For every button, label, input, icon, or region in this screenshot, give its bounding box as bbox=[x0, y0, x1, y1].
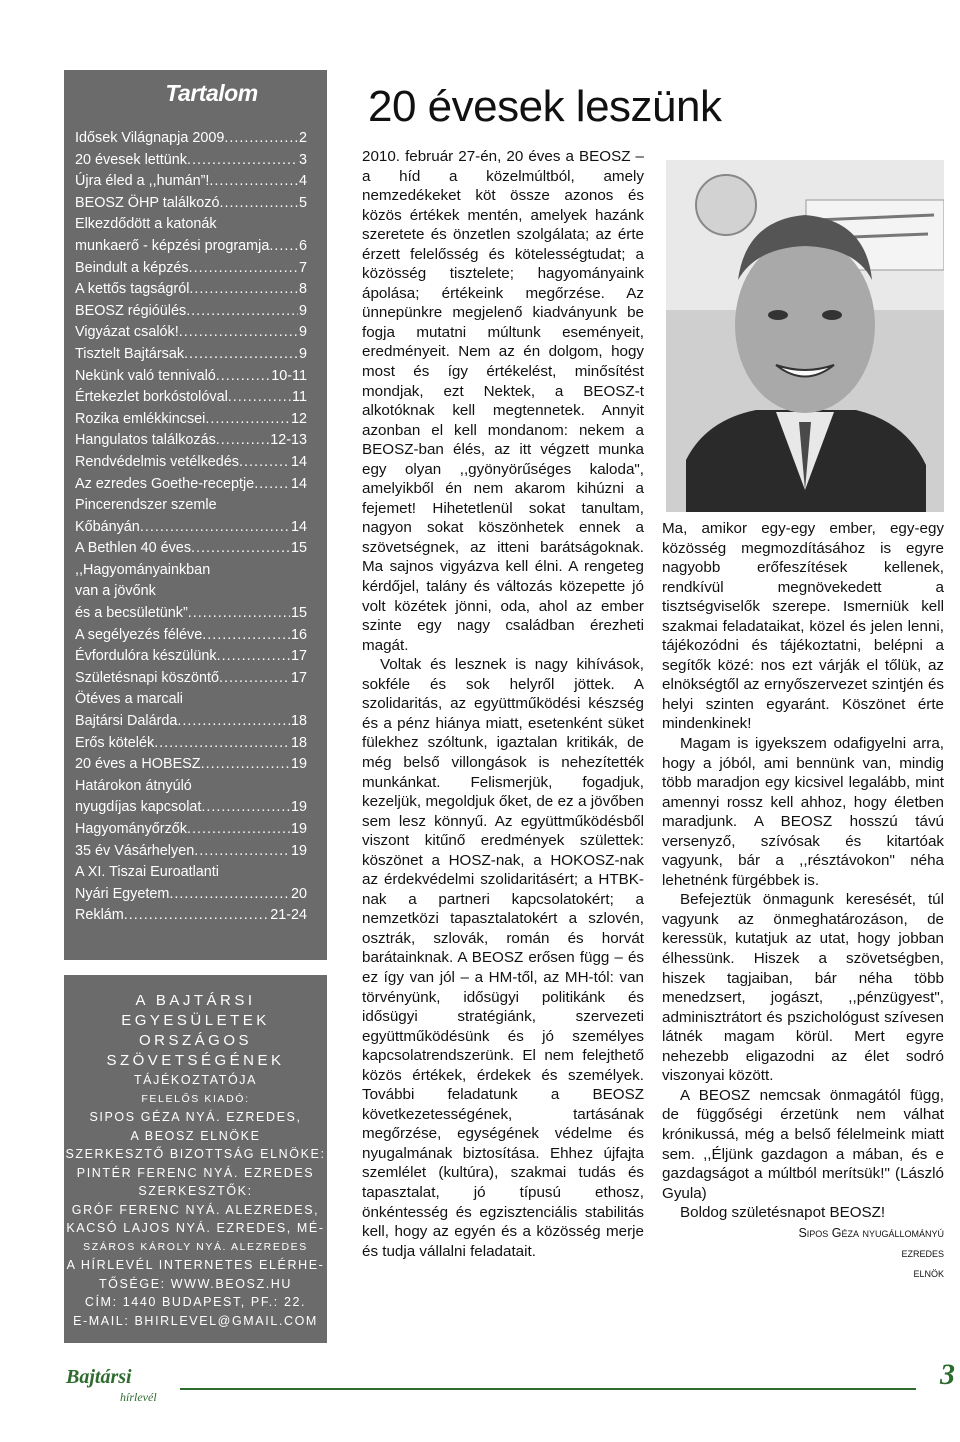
toc-entry-title: Újra éled a ,,humán”! bbox=[75, 173, 210, 190]
toc-entry-page: 19 bbox=[290, 821, 307, 837]
impressum-line: A BEOSZ ELNÖKE bbox=[130, 1128, 261, 1143]
toc-entry-title: Értekezlet borkóstolóval bbox=[75, 389, 228, 406]
toc-entry-title: Rozika emlékkincsei bbox=[75, 410, 206, 427]
footer-rule bbox=[180, 1388, 916, 1390]
toc-leader-dots bbox=[216, 430, 269, 452]
impressum-line: GRÓF FERENC NYÁ. ALEZREDES, bbox=[71, 1202, 320, 1217]
article-paragraph: Befejeztük önmagunk keresését, túl vagyunk az önmeghatározáson, de keressük, kutatjuk az utat, hogy jobban élhessünk. Hiszek a szövetségben, hiszek tagjaiban, bár néha több menedzsert, jogászt, ,,pénzügyest", adminisztrátort és pszichológust szívesen látnék magam körül. Mert egyre nehezebb eligazodni az élet sodró viszonyai között. bbox=[662, 891, 944, 1085]
impressum-line: A HÍRLEVÉL INTERNETES ELÉRHE- bbox=[66, 1258, 325, 1272]
toc-entry bbox=[75, 884, 307, 906]
impressum-line: SZERKESZTŐK: bbox=[138, 1184, 253, 1198]
toc-entry-title: Ötéves a marcali bbox=[75, 691, 183, 708]
toc-entry-page: 12-13 bbox=[270, 432, 307, 449]
impressum-line: E-MAIL: BHIRLEVEL@GMAIL.COM bbox=[73, 1313, 318, 1328]
toc-entry-title: és a becsületünk” bbox=[75, 605, 188, 622]
portrait-illustration bbox=[666, 160, 944, 512]
toc-entry bbox=[75, 517, 307, 539]
portrait-photo bbox=[666, 160, 944, 512]
article-column-middle bbox=[362, 147, 644, 1261]
toc-entry-title: BEOSZ ÖHP találkozó bbox=[75, 194, 220, 211]
toc-entry-title: Születésnapi köszöntő bbox=[75, 669, 219, 686]
toc-entry-title: munkaerő - képzési programja bbox=[75, 237, 270, 254]
toc-entry-title: Rendvédelmis vetélkedés bbox=[75, 453, 239, 470]
toc-leader-dots bbox=[219, 668, 290, 690]
article-paragraph: Ma, amikor egy-egy ember, egy-egy közösség megmozdításához is egyre nagyobb erőfeszítések kellenek, rendkívül megnövekedett a tisztségviselők szerepe. Ismerniük kell szakmai feladataikat, közel és jelen lenni, tájékozódni és tájékoztatni, belépni a segítők közé: nos ezt várják el tőlük, az elnökségtől az ernyőszervezet szintjén és helyi szinten egyaránt. Köszönet érte mindenkinek! bbox=[662, 520, 944, 733]
toc-entry-page: 17 bbox=[290, 648, 307, 665]
signature-title: elnök bbox=[913, 1265, 944, 1280]
toc-entry-page: 6 bbox=[298, 237, 307, 254]
toc-leader-dots bbox=[254, 474, 290, 496]
toc-entry bbox=[75, 603, 307, 625]
toc-entry bbox=[75, 581, 307, 603]
toc-title: Tartalom bbox=[165, 80, 258, 106]
toc-leader-dots bbox=[209, 171, 298, 193]
toc-entry-page: 19 bbox=[290, 799, 307, 816]
toc-entry-page: 7 bbox=[298, 259, 307, 276]
toc-leader-dots bbox=[177, 711, 290, 733]
toc-entry-page: 15 bbox=[290, 605, 307, 622]
toc-entry-title: BEOSZ régióülés bbox=[75, 302, 187, 319]
toc-entry-title: Elkezdődött a katonák bbox=[75, 216, 217, 233]
toc-leader-dots bbox=[188, 603, 290, 625]
toc-entry-page: 2 bbox=[298, 130, 307, 146]
table-of-contents bbox=[64, 70, 327, 960]
impressum-line: SZÖVETSÉGÉNEK bbox=[106, 1052, 285, 1069]
toc-entry bbox=[75, 171, 307, 193]
toc-entry bbox=[75, 322, 307, 344]
toc-entry-title: A kettős tagságról bbox=[75, 281, 190, 298]
signature-rank: ezredes bbox=[901, 1245, 944, 1260]
toc-leader-dots bbox=[194, 841, 290, 863]
toc-entry bbox=[75, 214, 307, 236]
impressum-line: SIPOS GÉZA NYÁ. EZREDES, bbox=[89, 1110, 302, 1124]
toc-entry-page: 15 bbox=[290, 540, 307, 557]
toc-leader-dots bbox=[187, 150, 298, 172]
impressum-line: ORSZÁGOS bbox=[138, 1032, 252, 1049]
toc-entry bbox=[75, 668, 307, 690]
toc-list bbox=[75, 128, 307, 927]
toc-entry-title: Erős kötelék bbox=[75, 734, 155, 751]
toc-entry bbox=[75, 560, 307, 582]
toc-entry bbox=[75, 819, 307, 841]
toc-leader-dots bbox=[216, 366, 270, 388]
toc-entry-page: 20 bbox=[290, 885, 307, 902]
toc-entry-title: Pincerendszer szemle bbox=[75, 497, 217, 514]
toc-entry-title: Vigyázat csalók! bbox=[75, 324, 179, 341]
toc-entry bbox=[75, 905, 307, 927]
toc-entry-page: 18 bbox=[290, 734, 307, 751]
toc-leader-dots bbox=[186, 301, 298, 323]
toc-leader-dots bbox=[154, 733, 290, 755]
toc-entry-title: 35 év Vásárhelyen bbox=[75, 842, 195, 859]
impressum-line: TÁJÉKOZTATÓJA bbox=[133, 1073, 258, 1087]
toc-entry bbox=[75, 733, 307, 755]
toc-leader-dots bbox=[217, 646, 290, 668]
toc-entry bbox=[75, 150, 307, 172]
toc-entry-title: ,,Hagyományainkban bbox=[75, 561, 211, 578]
article-headline: 20 évesek leszünk bbox=[368, 82, 722, 131]
article-paragraph: A BEOSZ nemcsak önmagától függ, de függőségi érzetünk nem válhat krónikussá, még a belső félelmeink miatt sem. ,,Éljünk gazdagon a mában, és e gazdagságot a múltból merítsük!" (László Gyula) bbox=[662, 1086, 944, 1202]
toc-entry bbox=[75, 258, 307, 280]
toc-leader-dots bbox=[187, 819, 290, 841]
toc-entry-page: 19 bbox=[290, 756, 307, 773]
toc-leader-dots bbox=[228, 387, 291, 409]
toc-entry bbox=[75, 841, 307, 863]
impressum-line: TŐSÉGE: WWW.BEOSZ.HU bbox=[98, 1276, 293, 1291]
impressum-line: A BAJTÁRSI bbox=[135, 992, 256, 1009]
toc-entry-title: A XI. Tiszai Euroatlanti bbox=[75, 864, 219, 881]
impressum-line: CÍM: 1440 BUDAPEST, PF.: 22. bbox=[84, 1295, 307, 1309]
toc-entry-title: nyugdíjas kapcsolat bbox=[75, 799, 202, 816]
article-paragraph: Voltak és lesznek is nagy kihívások, sokféle és sok helyről jöttek. A szolidaritás, az együttműködési készség és a pénz hiánya miatt, esetenként süket fülekhez szóltunk, igaztalan kritikák, de még belső villongások is nehezítették munkánkat. Felismerjük, fogadjuk, kezeljük, megoldjuk őket, de ez a jövőben sem lesz könnyű. Az együttműködésből viszont kitűnő eredmények születtek: köszönet a HOSZ-nak, a HOKOSZ-nak az érdekvédelmi szolidaritásért; a HTBK-nak a partneri kapcsolatokért; a nemzetközi tapasztalatokért a szlovén, osztrák, szlovák, román és horvát barátainknak. A BEOSZ erősen függ – és ez így van jól – a HM-től, az MH-tól: van törvényünk, idősügyi politikánk és idősügyi stratégiánk, szervezeti együttműködésünk és jó személyes kapcsolatrendszerünk. El nem felejthető közös értékek, érdekek és személyek. További feladatunk a BEOSZ következetességének, tartásának megőrzése, egységének védelme és nyugalmának biztosítása. Ehhez újfajta szemlélet (kultúra), szakmai tudás és tapasztalat, jó típusú ethosz, önkéntesség és egzisztenciális stabilitás kell, hogy az egyén és a közösség merje és tudja vállalni feladatait. bbox=[362, 656, 644, 1260]
toc-leader-dots bbox=[205, 409, 290, 431]
impressum-lines bbox=[64, 991, 327, 1330]
toc-entry-page: 5 bbox=[298, 194, 307, 211]
toc-entry-page: 19 bbox=[290, 842, 307, 859]
impressum-box bbox=[64, 975, 327, 1343]
toc-leader-dots bbox=[201, 797, 290, 819]
impressum-line: KACSÓ LAJOS NYÁ. EZREDES, MÉ- bbox=[66, 1221, 325, 1235]
toc-leader-dots bbox=[179, 322, 298, 344]
toc-entry bbox=[75, 474, 307, 496]
page-footer bbox=[0, 1352, 960, 1422]
toc-leader-dots bbox=[189, 258, 298, 280]
impressum-line: PINTÉR FERENC NYÁ. EZREDES bbox=[76, 1165, 315, 1180]
toc-leader-dots bbox=[202, 625, 290, 647]
toc-leader-dots bbox=[184, 344, 298, 366]
toc-entry bbox=[75, 776, 307, 798]
toc-entry-page: 10-11 bbox=[271, 367, 307, 384]
toc-entry bbox=[75, 862, 307, 884]
toc-entry bbox=[75, 495, 307, 517]
toc-entry-page: 12 bbox=[290, 410, 307, 427]
toc-entry-title: Idősek Világnapja 2009 bbox=[75, 130, 225, 146]
article-paragraph: Boldog születésnapot BEOSZ! bbox=[680, 1204, 886, 1222]
toc-entry-title: Hangulatos találkozás bbox=[75, 432, 216, 449]
toc-leader-dots bbox=[239, 452, 290, 474]
toc-entry-title: A Bethlen 40 éves bbox=[75, 540, 192, 557]
toc-entry bbox=[75, 711, 307, 733]
toc-entry-title: A segélyezés féléve bbox=[75, 626, 203, 643]
toc-entry-page: 16 bbox=[290, 626, 307, 643]
toc-leader-dots bbox=[191, 538, 290, 560]
toc-leader-dots bbox=[201, 754, 290, 776]
toc-entry-title: Határokon átnyúló bbox=[75, 777, 192, 794]
toc-leader-dots bbox=[189, 279, 298, 301]
toc-entry bbox=[75, 754, 307, 776]
toc-entry-page: 11 bbox=[292, 389, 307, 406]
impressum-line: SZÁROS KÁROLY NYÁ. ALEZREDES bbox=[83, 1240, 308, 1253]
page-number: 3 bbox=[940, 1358, 955, 1391]
toc-entry-title: Évfordulóra készülünk bbox=[75, 648, 217, 665]
toc-entry-title: Reklám bbox=[75, 907, 124, 924]
toc-entry-page: 9 bbox=[298, 302, 307, 319]
article-column-right bbox=[662, 519, 944, 1283]
toc-entry-page: 9 bbox=[298, 345, 307, 362]
toc-entry-title: 20 éves a HOBESZ bbox=[75, 756, 201, 773]
toc-entry-title: Kőbányán bbox=[75, 518, 140, 535]
impressum-line: SZERKESZTŐ BIZOTTSÁG ELNÖKE: bbox=[65, 1147, 326, 1161]
signature-name: Sipos Géza nyugállományú bbox=[798, 1225, 944, 1240]
toc-leader-dots bbox=[140, 517, 290, 539]
toc-entry-page: 8 bbox=[298, 281, 307, 298]
impressum-line: FELELŐS KIADÓ: bbox=[141, 1092, 250, 1105]
toc-entry-page: 18 bbox=[290, 713, 307, 730]
toc-entry bbox=[75, 689, 307, 711]
toc-entry bbox=[75, 193, 307, 215]
toc-entry-page: 9 bbox=[298, 324, 307, 341]
toc-leader-dots bbox=[224, 128, 298, 150]
toc-entry bbox=[75, 452, 307, 474]
toc-leader-dots bbox=[169, 884, 290, 906]
toc-entry-title: Tisztelt Bajtársak bbox=[75, 345, 185, 362]
toc-entry-title: Nyári Egyetem bbox=[75, 885, 170, 902]
toc-entry bbox=[75, 344, 307, 366]
toc-entry bbox=[75, 301, 307, 323]
toc-entry bbox=[75, 128, 307, 150]
toc-leader-dots bbox=[220, 193, 298, 215]
toc-entry bbox=[75, 625, 307, 647]
toc-entry-title: Hagyományőrzők bbox=[75, 821, 187, 837]
toc-entry bbox=[75, 430, 307, 452]
toc-entry-title: Bajtársi Dalárda bbox=[75, 713, 178, 730]
toc-entry-page: 14 bbox=[290, 518, 307, 535]
toc-entry-title: van a jövőnk bbox=[75, 583, 156, 600]
toc-entry bbox=[75, 387, 307, 409]
toc-leader-dots bbox=[269, 236, 298, 258]
toc-entry-page: 4 bbox=[298, 173, 307, 190]
article-paragraph: Magam is igyekszem odafigyelni arra, hogy a jóból, ami bennünk van, mindig több maradjon egy kicsivel legalább, mint amennyi rossz kell ahhoz, hogy életben maradjunk. A BEOSZ hosszú távú versenyző, szívósak és kitartóak vagyunk, bár a ,,résztávokon" néha lehetnénk fürgébbek is. bbox=[662, 735, 944, 889]
toc-entry-title: Az ezredes Goethe-receptje bbox=[75, 475, 255, 492]
toc-entry bbox=[75, 797, 307, 819]
footer-brand: Bajtársi bbox=[66, 1366, 132, 1388]
toc-entry-page: 14 bbox=[290, 475, 307, 492]
toc-entry bbox=[75, 279, 307, 301]
footer-brand-subtitle: hírlevél bbox=[120, 1390, 157, 1404]
toc-entry bbox=[75, 236, 307, 258]
toc-entry bbox=[75, 409, 307, 431]
toc-entry-page: 21-24 bbox=[270, 907, 307, 924]
toc-entry-title: Nekünk való tennivaló bbox=[75, 367, 216, 384]
article-paragraph: 2010. február 27-én, 20 éves a BEOSZ – a híd a közelmúltból, amely nemzedékeket köt össze azonos és közös értékek mentén, amelyek hazánk szeretete és önzetlen szolgálata; az érte érzett felelősség és kötelességtudat; a közösség tisztelete; hagyományaink ápolása; értékeink megőrzése. Az ünnepünkre megjelenő kiadványunk be fogja mutatni múltunk eseményeit, eredményeit. Nem az én dolgom, hogy most és így értékelést, minősítést mondjak, ezt Nektek, a BEOSZ-t alkotóknak kell megtennetek. Annyit azonban el kell mondanom: nekem a BEOSZ-ban élés, az itt végzett munka egy olyan ,,gyönyörűséges kaloda", amelyikből én nem akarom kihúzni a fejemet! Hihetetlenül sokat tanultam, nagyon sokat köszönhetek ennek a szövetségnek, az itteni barátságoknak. Ma sajnos vigyázva kell élni. A rengeteg kérdőjel, talány és változás közepette jó volt közétek jönni, oda, ahol az ember szinte egy nagy családban érezheti magát. bbox=[362, 148, 644, 654]
toc-entry bbox=[75, 366, 307, 388]
toc-entry-page: 17 bbox=[290, 669, 307, 686]
impressum-line: EGYESÜLETEK bbox=[121, 1012, 270, 1029]
toc-leader-dots bbox=[124, 905, 269, 927]
toc-entry bbox=[75, 538, 307, 560]
toc-entry-page: 3 bbox=[298, 151, 307, 168]
toc-entry-title: Beindult a képzés bbox=[75, 259, 189, 276]
toc-entry bbox=[75, 646, 307, 668]
toc-entry-title: 20 évesek lettünk bbox=[75, 151, 187, 168]
toc-entry-page: 14 bbox=[290, 453, 307, 470]
